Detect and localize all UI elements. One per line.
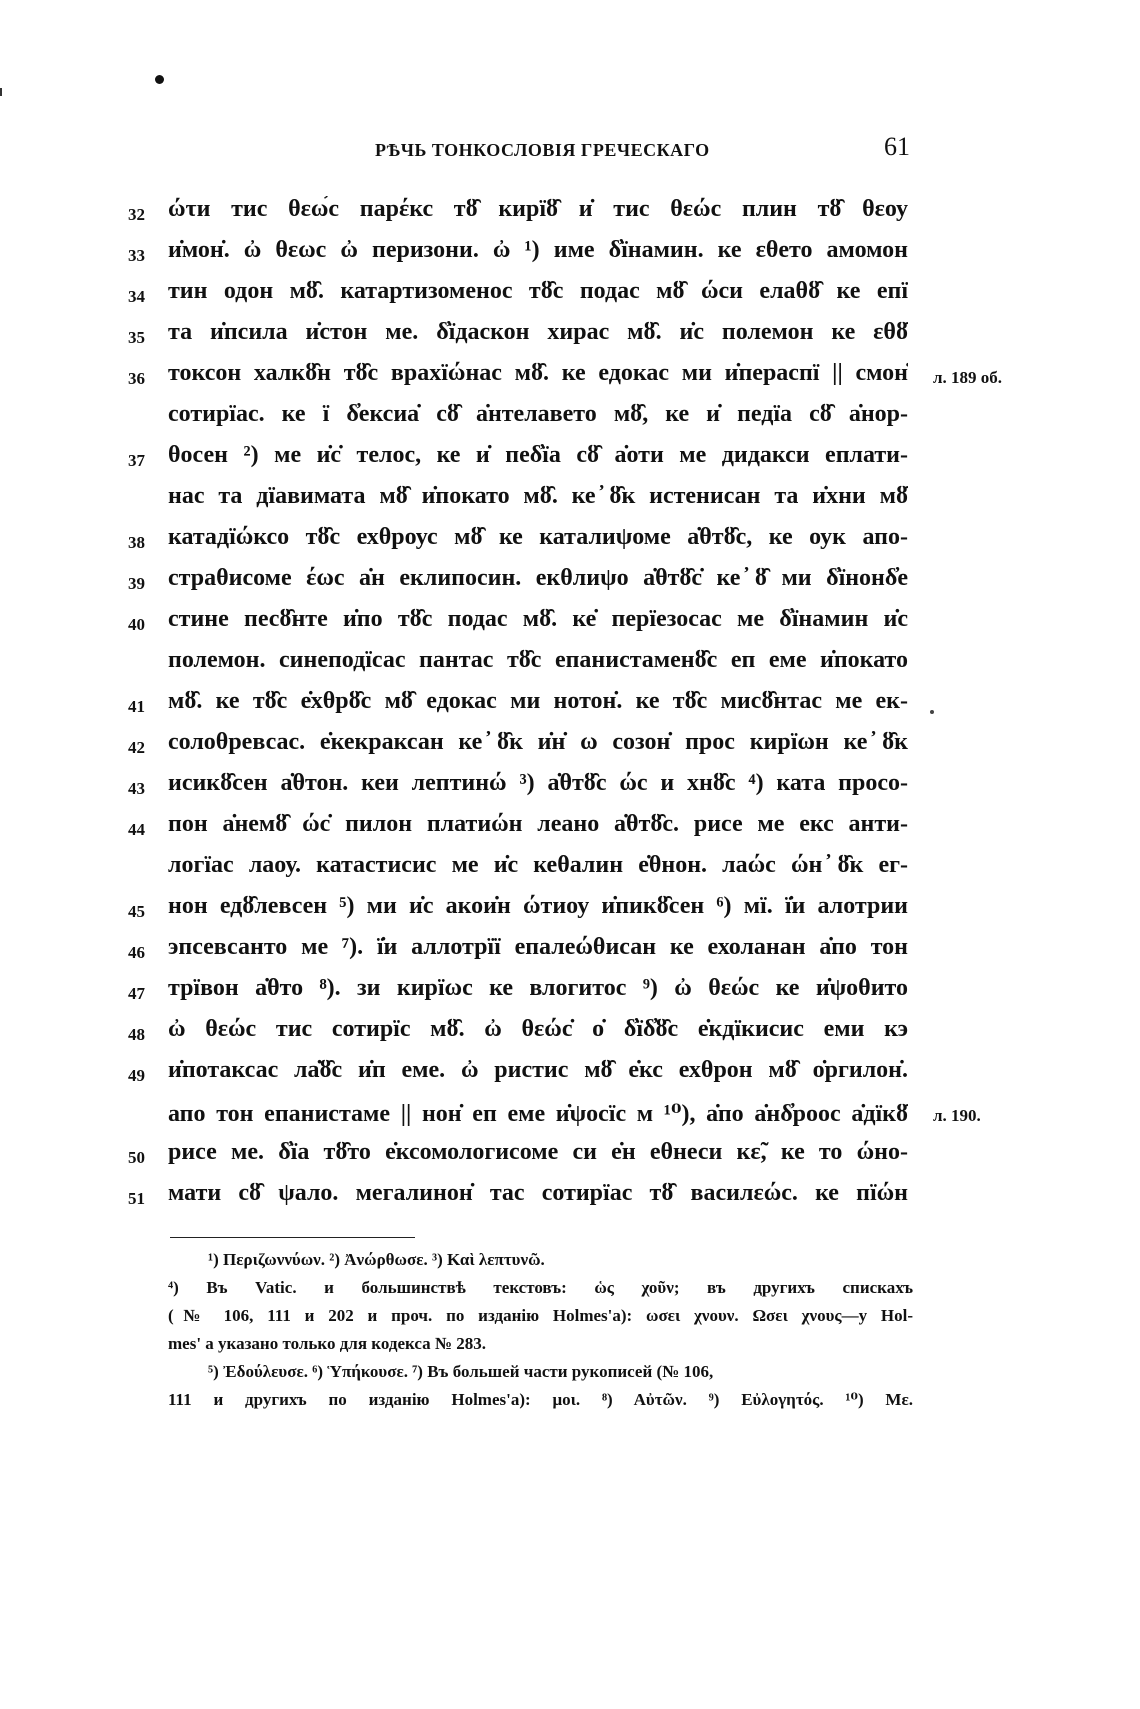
footnote-line: mes' а указано только для кодекса № 283.	[168, 1334, 486, 1353]
page-header	[160, 132, 910, 176]
verse-number: 51	[128, 1189, 145, 1208]
line-text: полемон. синеподїсас пантас тȣ̑с епанистаменȣ̑с еп еме и̇покато	[168, 647, 908, 673]
line-text: та и̇псила и̇стон ме. δ̓їдаскон хирас мȣ̑. и̇с полемон ке εθȣ̑	[168, 319, 908, 345]
text-line	[0, 1016, 1140, 1057]
page-number: 61	[884, 132, 910, 161]
line-text: и̇мон̇. ὠ θεωс ὠ перизони. ὠ ¹) име δ̓їнамин. ке εθето амомон	[168, 237, 908, 263]
verse-number: 40	[128, 615, 145, 634]
line-text: рисе ме. δ̓їа тȣ̑то е̇ксомологисоме си е̇н еθнеси кε̃, ке то ώно-	[168, 1139, 908, 1165]
text-line	[0, 360, 1140, 401]
line-text: ώτи тис θεω̉c парέкс тȣ̑ кирїȣ̑ и̇ тис θεώс плин тȣ̑ θεоу	[168, 196, 908, 222]
text-line	[0, 1057, 1140, 1098]
line-text: сотирїас. ке ї δ̓ексиа̇ сȣ̑ а̇нтелавето мȣ̑, ке и̇ педїа сȣ̑ а̇нор-	[168, 401, 908, 427]
verse-number: 42	[128, 738, 145, 757]
line-text: страθисоме έωс а̇н еклипосин. екθлиψо а̇θтȣ̑с̇ ке ̓ȣ̑ ми δ̓їнонδ̓е	[168, 565, 908, 591]
verse-number: 39	[128, 574, 145, 593]
text-line	[0, 319, 1140, 360]
line-text: катадїώксо тȣ̑с ехθроус мȣ̑ ке каталиψоме а̇θтȣ̑с, ке оук апо-	[168, 524, 908, 550]
text-line	[0, 196, 1140, 237]
line-text: эпсевсанто ме ⁷). ї̇и аллотрїї епалеώθисан ке ехоланан а̇по тон	[168, 934, 908, 960]
text-line	[0, 852, 1140, 893]
verse-number: 47	[128, 984, 145, 1003]
line-text: пон а̇немȣ̑ ώс̇ пилон платиώн леано а̇θтȣ̑с. рисе ме екс анти-	[168, 811, 908, 837]
ink-dot	[155, 75, 164, 84]
text-line	[0, 1180, 1140, 1221]
line-text: апо тон епанистаме || нон̇ еп еме и̇ψосїс м ¹⁰), а̇по а̇нδ̓роос а̇дїкȣ̑	[168, 1101, 908, 1127]
text-line	[0, 237, 1140, 278]
text-line	[0, 647, 1140, 688]
line-text: нас та дїавимата мȣ̑ и̇покато мȣ̑. ке ̓ȣ̑к истенисан та и̇хни мȣ̑	[168, 483, 908, 509]
text-line	[0, 975, 1140, 1016]
text-line	[0, 729, 1140, 770]
line-text: и̇потаксас ла̇ȣ̑с и̇п еме. ὠ ристис мȣ̑ е̇кс ехθрон мȣ̑ о̇ргилон̇.	[168, 1057, 908, 1083]
footnote-line: 111 и другихъ по изданію Holmes'a): μοι. ⁸) Αὐτῶν. ⁹) Εὐλογητός. ¹⁰) Με.	[168, 1390, 913, 1409]
footnotes	[168, 1250, 913, 1418]
verse-number: 50	[128, 1148, 145, 1167]
text-line	[0, 893, 1140, 934]
line-text: тин одон мȣ̑. катартизоменос тȣ̑с подас мȣ̑ ώси елаθȣ̑ ке епї	[168, 278, 908, 304]
verse-number: 45	[128, 902, 145, 921]
text-line	[0, 811, 1140, 852]
line-text: исикȣ̑сен а̇θтон. кеи лептинώ ³) а̇θтȣ̑с ώс и хнȣ̑с ⁴) ката просо-	[168, 770, 908, 796]
text-line	[0, 606, 1140, 647]
folio-marker: л. 190.	[933, 1106, 981, 1125]
footnote-line: ⁴) Въ Vatic. и большинствѣ текстовъ: ὡς χοῦν; въ другихъ спискахъ	[168, 1278, 913, 1297]
line-text: логїас лаоу. катастисис ме и̇с кеθалин е̇θнон. лаώс ώн ̓ȣ̑к ег-	[168, 852, 908, 878]
folio-marker: л. 189 об.	[933, 368, 1003, 387]
verse-number: 35	[128, 328, 145, 347]
verse-number: 33	[128, 246, 145, 265]
text-line	[0, 524, 1140, 565]
verse-number: 46	[128, 943, 145, 962]
verse-number: 37	[128, 451, 145, 470]
body-text	[0, 196, 1140, 1221]
text-line	[0, 770, 1140, 811]
text-line	[0, 688, 1140, 729]
line-text: мати сȣ̑ ψало. мегалинон̇ тас сотирїас тȣ̑ василεώс. ке пїώн	[168, 1180, 908, 1206]
line-text: θосен ²) ме и̇с̇ телос, ке и̇ пеδ̓їа сȣ̑ а̇оти ме дидакси еплати-	[168, 442, 908, 468]
verse-number: 38	[128, 533, 145, 552]
line-text: ὠ θεώс тис сотирїс мȣ̑. ὠ θεώс̇ о̇ δ̓їδ̓ȣ̑с е̇кдїкисис еми кэ	[168, 1016, 908, 1042]
running-title: РѢЧЬ ТОНКОСЛОВІЯ ГРЕЧЕСКАГО	[375, 140, 710, 160]
line-text: токсон халкȣ̑н тȣ̑с врахїώнас мȣ̑. ке едокас ми и̇пераспї || смон̇	[168, 360, 908, 386]
verse-number: 43	[128, 779, 145, 798]
text-line	[0, 401, 1140, 442]
verse-number: 32	[128, 205, 145, 224]
line-text: трївон а̇θто ⁸). зи кирїωс ке влогитос ⁹) ὠ θεώс ке и̇ψоθито	[168, 975, 908, 1001]
verse-number: 48	[128, 1025, 145, 1044]
footnote-line: (№ 106, 111 и 202 и проч. по изданію Holmes'a): ωσει χνουν. Ωσει χνους—у Hol-	[168, 1306, 913, 1325]
line-text: солоθревсас. е̇кекраксан ке ̓ȣ̑к и̇н̇ ω созон̇ прос кирїωн ке ̓ȣ̑к	[168, 729, 908, 755]
text-line	[0, 934, 1140, 975]
line-text: стине песȣ̑нте и̇по тȣ̑с подас мȣ̑. ке̇ перїезосас ме δ̓їнамин и̇с	[168, 606, 908, 632]
text-line	[0, 1139, 1140, 1180]
verse-number: 44	[128, 820, 145, 839]
text-line	[0, 483, 1140, 524]
verse-number: 41	[128, 697, 145, 716]
text-line	[0, 565, 1140, 606]
text-line	[0, 1098, 1140, 1139]
footnote-rule	[170, 1237, 415, 1238]
verse-number: 49	[128, 1066, 145, 1085]
verse-number: 34	[128, 287, 145, 306]
text-line	[0, 278, 1140, 319]
margin-tick-mark	[0, 88, 2, 96]
footnote-line: ⁵) Ἐδούλευσε. ⁶) Ὑπήκουσε. ⁷) Въ большей части рукописей (№ 106,	[208, 1362, 714, 1381]
line-text: нон едȣ̑левсен ⁵) ми и̇с акои̇н ώтиоу и̇пикȣ̑сен ⁶) мї. ї̇и алотрии	[168, 893, 908, 919]
footnote-line: ¹) Περιζωννύων. ²) Ἀνώρθωσε. ³) Καὶ λεπτυνῶ.	[208, 1250, 545, 1269]
verse-number: 36	[128, 369, 145, 388]
line-text: мȣ̑. ке тȣ̑с е̇хθрȣ̑с мȣ̑ едокас ми нотон̇. ке тȣ̑с мисȣ̑нтас ме ек-	[168, 688, 908, 714]
text-line	[0, 442, 1140, 483]
